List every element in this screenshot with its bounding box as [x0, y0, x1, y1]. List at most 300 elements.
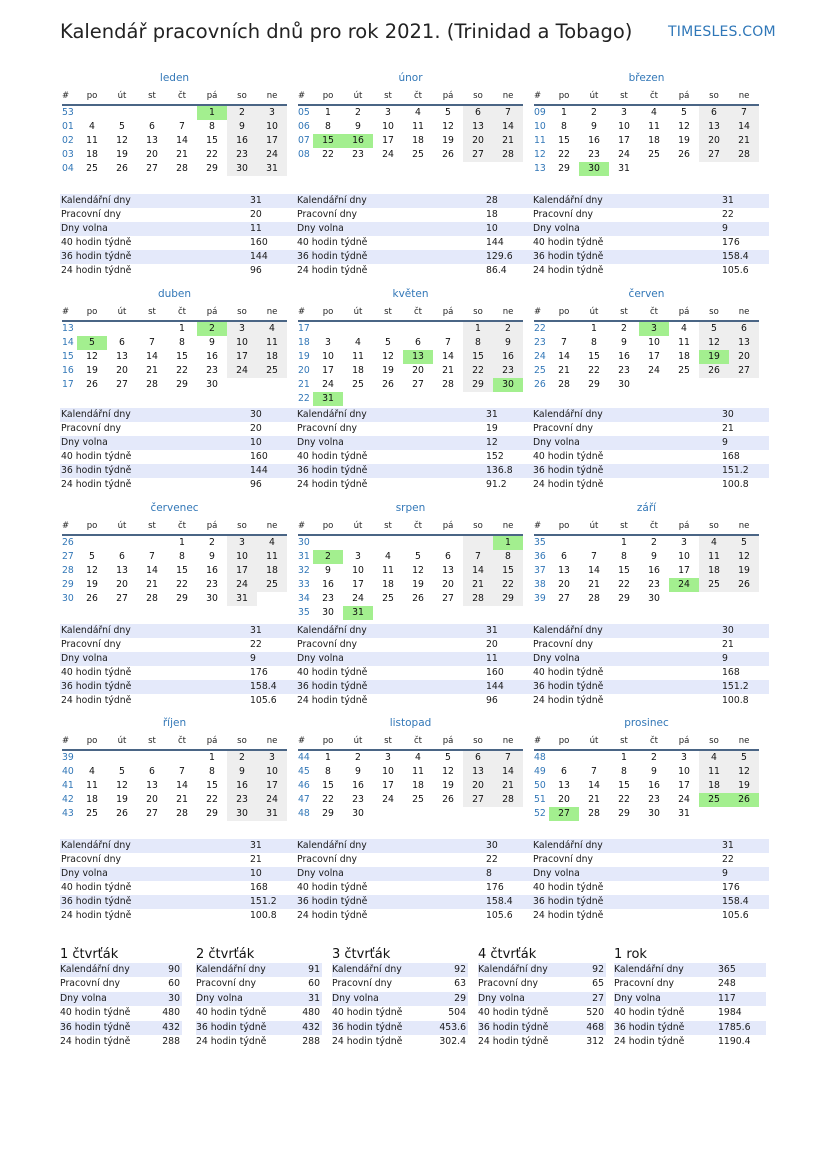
- day-cell: 15: [206, 135, 218, 146]
- stat-row: [296, 464, 533, 478]
- day-cell: 22: [618, 794, 630, 805]
- stat-row: [296, 236, 533, 250]
- stat-value: 158.4: [250, 681, 277, 692]
- day-cell: 15: [463, 350, 493, 364]
- day-cell: 29: [588, 379, 600, 390]
- empty-day-cell: [137, 106, 167, 120]
- day-cell: 14: [442, 351, 454, 362]
- stat-label: 36 hodin týdně: [533, 465, 604, 476]
- stat-label: 24 hodin týdně: [297, 910, 368, 921]
- day-cell: 12: [729, 550, 759, 564]
- weekday-header: [62, 90, 287, 106]
- stat-row: [532, 264, 769, 278]
- stat-value: 18: [486, 209, 498, 220]
- stat-label: 36 hodin týdně: [533, 251, 604, 262]
- day-cell: 26: [86, 593, 98, 604]
- weekday-label: ne: [502, 736, 514, 746]
- stat-value: 31: [250, 625, 262, 636]
- day-cell: 15: [176, 565, 188, 576]
- week-number: 27: [62, 551, 74, 562]
- day-cell: 23: [352, 149, 364, 160]
- stat-row: [60, 422, 297, 436]
- stat-value: 31: [722, 840, 734, 851]
- week-row: [298, 751, 523, 765]
- week-number: 35: [534, 537, 546, 548]
- day-cell: 19: [729, 779, 759, 793]
- day-cell: 10: [352, 565, 364, 576]
- week-number: 02: [62, 135, 74, 146]
- day-cell: 23: [322, 593, 334, 604]
- day-cell: 5: [445, 752, 451, 763]
- week-number: 38: [534, 579, 546, 590]
- empty-day-cell: [403, 807, 433, 821]
- stat-label: Kalendářní dny: [61, 409, 131, 420]
- stat-row: [296, 839, 533, 853]
- stat-label: Pracovní dny: [61, 209, 121, 220]
- week-row: [62, 148, 287, 162]
- stat-label: 36 hodin týdně: [196, 1021, 267, 1033]
- week-number: 48: [534, 752, 546, 763]
- day-cell: 30: [227, 162, 257, 176]
- day-cell: 15: [313, 134, 343, 148]
- week-number: 22: [534, 323, 546, 334]
- week-number: 18: [298, 337, 310, 348]
- day-cell: 1: [325, 107, 331, 118]
- week-row: [298, 148, 523, 162]
- day-cell: 31: [618, 163, 630, 174]
- day-cell: 28: [146, 593, 158, 604]
- day-cell: 2: [591, 107, 597, 118]
- week-number: 08: [298, 149, 310, 160]
- day-cell: 7: [179, 766, 185, 777]
- day-cell: 1: [209, 752, 215, 763]
- day-cell: 6: [149, 766, 155, 777]
- stat-label: 36 hodin týdně: [478, 1021, 549, 1033]
- day-cell: 13: [558, 565, 570, 576]
- week-row: [62, 536, 287, 550]
- weekday-label: po: [558, 91, 570, 101]
- day-cell: 24: [352, 593, 364, 604]
- stat-value: 31: [308, 992, 320, 1004]
- week-row: [534, 550, 759, 564]
- day-cell: 14: [588, 565, 600, 576]
- empty-day-cell: [403, 392, 433, 406]
- stat-row: [60, 638, 297, 652]
- day-cell: 20: [558, 794, 570, 805]
- stat-label: Dny volna: [614, 992, 661, 1004]
- day-cell: 2: [197, 322, 227, 336]
- week-row: [534, 592, 759, 606]
- day-cell: 10: [382, 766, 394, 777]
- day-cell: 11: [352, 351, 364, 362]
- weekday-label: út: [589, 307, 599, 317]
- stat-value: 91: [308, 964, 320, 975]
- day-cell: 16: [206, 351, 218, 362]
- month-calendar: [298, 715, 523, 821]
- day-cell: 21: [493, 779, 523, 793]
- weekday-label: ne: [266, 521, 278, 531]
- stat-value: 365: [718, 964, 736, 975]
- day-cell: 4: [651, 107, 657, 118]
- day-cell: 18: [412, 135, 424, 146]
- day-cell: 3: [621, 107, 627, 118]
- day-cell: 18: [699, 779, 729, 793]
- day-cell: 13: [116, 351, 128, 362]
- weekday-label: #: [62, 521, 70, 531]
- day-cell: 1: [621, 752, 627, 763]
- stat-row: [332, 963, 468, 977]
- month-calendar: [298, 70, 523, 162]
- day-cell: 11: [257, 550, 287, 564]
- day-cell: 30: [618, 379, 630, 390]
- day-cell: 14: [729, 120, 759, 134]
- day-cell: 6: [463, 751, 493, 765]
- day-cell: 8: [179, 337, 185, 348]
- day-cell: 16: [343, 134, 373, 148]
- stat-label: Dny volna: [61, 868, 108, 879]
- stat-label: Dny volna: [533, 653, 580, 664]
- weekday-label: so: [237, 307, 247, 317]
- weekday-label: ne: [738, 91, 750, 101]
- stat-row: [296, 680, 533, 694]
- day-cell: 27: [729, 364, 759, 378]
- day-cell: 4: [699, 751, 729, 765]
- day-cell: 9: [325, 565, 331, 576]
- week-number: 11: [534, 135, 546, 146]
- weekday-label: st: [384, 91, 392, 101]
- week-number: 22: [298, 393, 310, 404]
- stat-value: 22: [722, 209, 734, 220]
- stat-value: 9: [722, 868, 728, 879]
- stat-value: 432: [162, 1021, 180, 1033]
- weekday-label: út: [117, 736, 127, 746]
- day-cell: 18: [257, 564, 287, 578]
- weekday-label: pá: [678, 736, 690, 746]
- week-row: [298, 550, 523, 564]
- week-number: 34: [298, 593, 310, 604]
- day-cell: 18: [412, 780, 424, 791]
- week-row: [62, 364, 287, 378]
- day-cell: 21: [588, 794, 600, 805]
- empty-day-cell: [313, 322, 343, 336]
- stat-value: 152: [486, 451, 504, 462]
- weekday-label: po: [558, 736, 570, 746]
- empty-day-cell: [107, 536, 137, 550]
- week-number: 35: [298, 607, 310, 618]
- day-cell: 9: [355, 766, 361, 777]
- empty-day-cell: [343, 392, 373, 406]
- week-number: 32: [298, 565, 310, 576]
- weekday-label: út: [117, 91, 127, 101]
- stat-label: Dny volna: [332, 992, 379, 1004]
- stat-row: [296, 881, 533, 895]
- stat-value: 30: [250, 409, 262, 420]
- stat-row: [196, 992, 322, 1006]
- day-cell: 16: [227, 779, 257, 793]
- day-cell: 9: [227, 765, 257, 779]
- day-cell: 7: [493, 751, 523, 765]
- day-cell: 13: [116, 565, 128, 576]
- week-number: 01: [62, 121, 74, 132]
- empty-day-cell: [493, 392, 523, 406]
- week-row: [534, 364, 759, 378]
- month-name: červen: [628, 288, 665, 300]
- week-row: [534, 779, 759, 793]
- week-number: 40: [62, 766, 74, 777]
- day-cell: 14: [146, 351, 158, 362]
- stat-row: [296, 222, 533, 236]
- day-cell: 4: [415, 107, 421, 118]
- empty-day-cell: [639, 162, 669, 176]
- day-cell: 6: [561, 551, 567, 562]
- weekday-label: pá: [442, 736, 454, 746]
- stat-value: 1984: [718, 1007, 742, 1019]
- day-cell: 11: [382, 565, 394, 576]
- day-cell: 11: [648, 121, 660, 132]
- stat-label: 24 hodin týdně: [297, 265, 368, 276]
- day-cell: 19: [729, 564, 759, 578]
- stat-value: 100.8: [250, 910, 277, 921]
- stat-label: Pracovní dny: [297, 854, 357, 865]
- month-stats: [296, 839, 533, 923]
- day-cell: 16: [206, 565, 218, 576]
- stat-label: Kalendářní dny: [297, 409, 367, 420]
- week-row: [298, 378, 523, 392]
- day-cell: 26: [678, 149, 690, 160]
- brand-logo-text[interactable]: TIMESLES.COM: [668, 24, 776, 40]
- stat-row: [532, 464, 769, 478]
- stat-value: 96: [250, 479, 262, 490]
- stat-value: 19: [486, 423, 498, 434]
- day-cell: 29: [618, 593, 630, 604]
- day-cell: 9: [493, 336, 523, 350]
- stat-row: [532, 895, 769, 909]
- stat-value: 288: [162, 1035, 180, 1047]
- day-cell: 15: [322, 780, 334, 791]
- stat-label: 24 hodin týdně: [60, 1035, 131, 1047]
- stat-row: [532, 478, 769, 492]
- day-cell: 8: [325, 766, 331, 777]
- day-cell: 18: [678, 351, 690, 362]
- stat-row: [296, 194, 533, 208]
- day-cell: 24: [257, 148, 287, 162]
- stat-label: Dny volna: [61, 653, 108, 664]
- stat-label: Kalendářní dny: [332, 964, 402, 975]
- week-row: [298, 106, 523, 120]
- stat-row: [296, 694, 533, 708]
- empty-day-cell: [729, 807, 759, 821]
- stat-label: 24 hodin týdně: [478, 1035, 549, 1047]
- day-cell: 1: [179, 537, 185, 548]
- week-number: 39: [62, 752, 74, 763]
- day-cell: 23: [618, 365, 630, 376]
- week-row: [298, 564, 523, 578]
- weekday-header: [534, 520, 759, 536]
- day-cell: 26: [412, 593, 424, 604]
- day-cell: 31: [678, 808, 690, 819]
- weekday-label: čt: [649, 91, 658, 101]
- day-cell: 23: [206, 579, 218, 590]
- week-number: 49: [534, 766, 546, 777]
- stat-label: 40 hodin týdně: [196, 1007, 267, 1019]
- month-calendar: [62, 70, 287, 176]
- empty-day-cell: [463, 392, 493, 406]
- weekday-label: čt: [413, 736, 422, 746]
- day-cell: 20: [463, 779, 493, 793]
- weekday-label: st: [148, 91, 156, 101]
- weekday-label: po: [86, 307, 98, 317]
- empty-day-cell: [257, 378, 287, 392]
- day-cell: 12: [442, 121, 454, 132]
- day-cell: 6: [561, 766, 567, 777]
- day-cell: 13: [442, 565, 454, 576]
- week-row: [534, 336, 759, 350]
- stat-label: Kalendářní dny: [61, 195, 131, 206]
- week-number: 24: [534, 351, 546, 362]
- day-cell: 12: [699, 336, 729, 350]
- week-number: 16: [62, 365, 74, 376]
- day-cell: 25: [678, 365, 690, 376]
- weekday-label: po: [322, 307, 334, 317]
- day-cell: 9: [209, 551, 215, 562]
- month-stats: [532, 839, 769, 923]
- day-cell: 17: [678, 780, 690, 791]
- stat-row: [60, 236, 297, 250]
- day-cell: 28: [588, 808, 600, 819]
- stat-value: 160: [486, 667, 504, 678]
- day-cell: 13: [463, 120, 493, 134]
- stat-row: [614, 1021, 766, 1035]
- day-cell: 26: [116, 163, 128, 174]
- day-cell: 27: [146, 808, 158, 819]
- stat-label: Dny volna: [60, 992, 107, 1004]
- weekday-label: #: [62, 736, 70, 746]
- week-number: 20: [298, 365, 310, 376]
- day-cell: 13: [403, 350, 433, 364]
- month-stats: [296, 408, 533, 492]
- empty-day-cell: [343, 322, 373, 336]
- day-cell: 17: [257, 134, 287, 148]
- stat-value: 29: [454, 992, 466, 1004]
- stat-value: 151.2: [722, 465, 749, 476]
- week-number: 42: [62, 794, 74, 805]
- day-cell: 13: [146, 135, 158, 146]
- day-cell: 28: [588, 593, 600, 604]
- stat-value: 144: [486, 237, 504, 248]
- day-cell: 10: [227, 336, 257, 350]
- stat-row: [478, 963, 606, 977]
- stat-label: 24 hodin týdně: [61, 695, 132, 706]
- stat-value: 28: [486, 195, 498, 206]
- stat-value: 22: [486, 854, 498, 865]
- stat-label: Dny volna: [61, 223, 108, 234]
- week-row: [534, 350, 759, 364]
- day-cell: 4: [385, 551, 391, 562]
- day-cell: 9: [355, 121, 361, 132]
- stat-row: [196, 1021, 322, 1035]
- week-row: [534, 564, 759, 578]
- month-name: srpen: [395, 502, 426, 514]
- stat-row: [60, 1021, 182, 1035]
- stat-value: 160: [250, 451, 268, 462]
- month-name: prosinec: [624, 717, 669, 729]
- day-cell: 25: [86, 163, 98, 174]
- stat-label: Pracovní dny: [297, 639, 357, 650]
- stat-label: 40 hodin týdně: [61, 451, 132, 462]
- stat-row: [60, 450, 297, 464]
- stat-row: [196, 1035, 322, 1049]
- stat-label: Pracovní dny: [61, 639, 121, 650]
- stat-value: 11: [486, 653, 498, 664]
- day-cell: 26: [442, 149, 454, 160]
- weekday-label: čt: [413, 307, 422, 317]
- stat-row: [532, 652, 769, 666]
- stat-label: Pracovní dny: [297, 423, 357, 434]
- weekday-label: #: [298, 91, 306, 101]
- week-number: 17: [62, 379, 74, 390]
- day-cell: 8: [463, 336, 493, 350]
- stat-value: 1190.4: [718, 1035, 751, 1047]
- stat-row: [614, 1006, 766, 1020]
- stat-value: 1785.6: [718, 1021, 751, 1033]
- empty-day-cell: [699, 162, 729, 176]
- day-cell: 5: [729, 536, 759, 550]
- stat-label: 24 hodin týdně: [297, 695, 368, 706]
- stat-value: 9: [722, 437, 728, 448]
- week-row: [298, 364, 523, 378]
- empty-day-cell: [493, 606, 523, 620]
- weekday-label: po: [558, 307, 570, 317]
- stat-value: 12: [486, 437, 498, 448]
- stat-row: [60, 881, 297, 895]
- stat-label: 24 hodin týdně: [297, 479, 368, 490]
- day-cell: 31: [343, 606, 373, 620]
- week-row: [62, 807, 287, 821]
- day-cell: 17: [648, 351, 660, 362]
- stat-value: 129.6: [486, 251, 513, 262]
- period-title: 1 čtvrťák: [60, 947, 119, 962]
- day-cell: 10: [678, 551, 690, 562]
- day-cell: 6: [699, 106, 729, 120]
- day-cell: 20: [463, 134, 493, 148]
- day-cell: 21: [176, 149, 188, 160]
- stat-value: 20: [250, 423, 262, 434]
- day-cell: 12: [116, 780, 128, 791]
- stat-label: Dny volna: [297, 437, 344, 448]
- empty-day-cell: [167, 751, 197, 765]
- weekday-label: so: [237, 736, 247, 746]
- week-row: [62, 120, 287, 134]
- day-cell: 16: [493, 350, 523, 364]
- week-row: [534, 751, 759, 765]
- day-cell: 5: [729, 751, 759, 765]
- week-row: [62, 350, 287, 364]
- stat-label: Pracovní dny: [478, 978, 538, 990]
- empty-day-cell: [77, 322, 107, 336]
- day-cell: 2: [355, 752, 361, 763]
- weekday-label: st: [148, 307, 156, 317]
- stat-row: [296, 450, 533, 464]
- week-row: [534, 807, 759, 821]
- stat-label: Kalendářní dny: [60, 964, 130, 975]
- stat-label: Pracovní dny: [196, 978, 256, 990]
- weekday-label: čt: [649, 736, 658, 746]
- day-cell: 6: [463, 106, 493, 120]
- day-cell: 27: [558, 593, 570, 604]
- weekday-label: út: [353, 521, 363, 531]
- month-name: listopad: [389, 717, 432, 729]
- day-cell: 29: [206, 163, 218, 174]
